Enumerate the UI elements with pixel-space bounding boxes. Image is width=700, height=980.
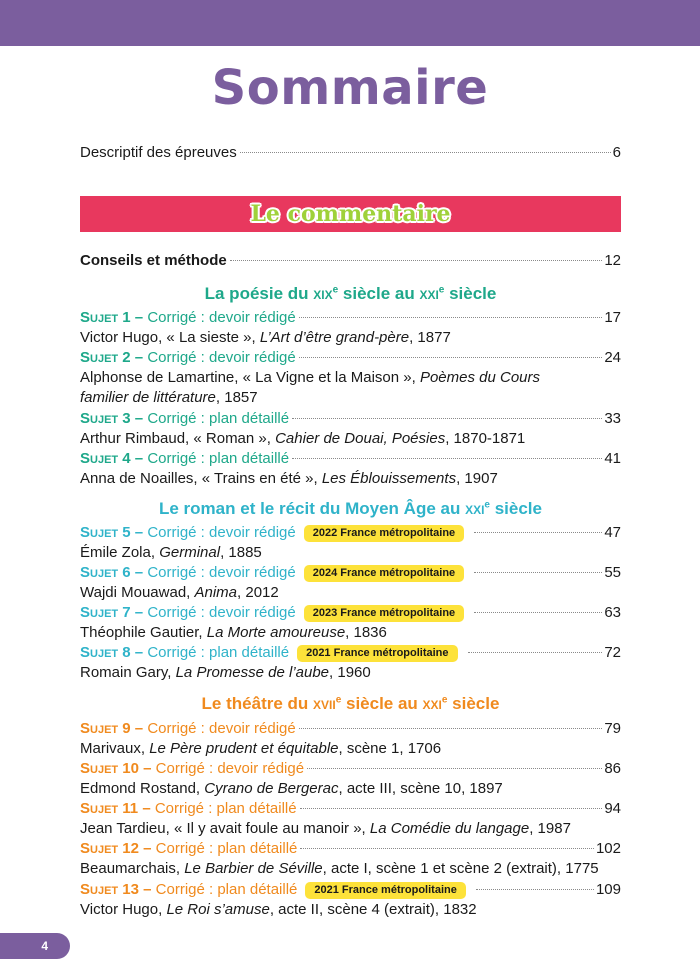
sujet-tag: Sujet 13 – (80, 881, 152, 898)
toc-entry-sujet-1[interactable] (80, 307, 621, 329)
toc-label: Conseils et méthode (80, 252, 227, 269)
toc-page-number: 47 (604, 524, 621, 541)
work-reference: Arthur Rimbaud, « Roman », Cahier de Douai, Poésies, 1870-1871 (80, 430, 526, 447)
dot-leader (474, 572, 602, 573)
toc-page-number: 12 (604, 252, 621, 269)
toc-page-number: 86 (604, 760, 621, 777)
work-reference: Wajdi Mouawad, Anima, 2012 (80, 584, 279, 601)
toc-page-number: 94 (604, 800, 621, 817)
work-reference: Alphonse de Lamartine, « La Vigne et la Maison », Poèmes du Cours familier de littérature, 1857 (80, 369, 541, 406)
work-reference: Romain Gary, La Promesse de l’aube, 1960 (80, 664, 371, 681)
dot-leader (292, 418, 602, 419)
sujet-type: Corrigé : devoir rédigé (147, 349, 296, 366)
work-reference: Marivaux, Le Père prudent et équitable, scène 1, 1706 (80, 740, 442, 757)
theme-heading-theatre: Le théâtre du xvii$^e$ siècle au xxi$^e$ siècle (201, 694, 500, 713)
toc-entry-sujet-4[interactable] (80, 448, 621, 470)
dot-leader (299, 357, 603, 358)
sujet-type: Corrigé : devoir rédigé (147, 604, 296, 621)
toc-entry-sujet-10[interactable] (80, 758, 621, 780)
exam-badge: 2024 France métropolitaine (304, 565, 464, 582)
dot-leader (300, 848, 594, 849)
work-reference: Victor Hugo, « La sieste », L’Art d’être grand-père, 1877 (80, 329, 451, 346)
work-reference: Jean Tardieu, « Il y avait foule au manoir », La Comédie du langage, 1987 (80, 820, 571, 837)
sujet-type: Corrigé : devoir rédigé (147, 524, 296, 541)
work-reference: Beaumarchais, Le Barbier de Séville, acte I, scène 1 et scène 2 (extrait), 1775 (80, 860, 599, 877)
header-band (0, 0, 700, 46)
dot-leader (476, 889, 594, 890)
toc-entry-sujet-7[interactable] (80, 602, 621, 624)
toc-entry-sujet-11[interactable] (80, 798, 621, 820)
toc-page-number: 79 (604, 720, 621, 737)
sujet-tag: Sujet 4 – (80, 450, 144, 467)
page-title: Sommaire (211, 60, 489, 116)
sujet-type: Corrigé : plan détaillé (155, 881, 298, 898)
exam-badge: 2022 France métropolitaine (304, 525, 464, 542)
toc-page-number: 72 (604, 644, 621, 661)
toc-page-number: 6 (612, 144, 621, 161)
toc-entry-conseils[interactable] (80, 250, 621, 272)
sujet-type: Corrigé : plan détaillé (155, 840, 298, 857)
dot-leader (240, 152, 611, 153)
sujet-type: Corrigé : plan détaillé (147, 410, 290, 427)
sujet-tag: Sujet 7 – (80, 604, 144, 621)
toc-page-number: 17 (604, 309, 621, 326)
toc-entry-sujet-2[interactable] (80, 347, 621, 369)
toc-page-number: 24 (604, 349, 621, 366)
toc-page-number: 41 (604, 450, 621, 467)
work-reference: Émile Zola, Germinal, 1885 (80, 544, 262, 561)
dot-leader (307, 768, 602, 769)
dot-leader (474, 532, 602, 533)
dot-leader (299, 317, 603, 318)
dot-leader (300, 808, 603, 809)
toc-page-number: 109 (595, 881, 621, 898)
work-reference: Théophile Gautier, La Morte amoureuse, 1836 (80, 624, 387, 641)
page-number-tab: 4 (0, 933, 70, 959)
toc-entry-sujet-3[interactable] (80, 408, 621, 430)
sujet-tag: Sujet 3 – (80, 410, 144, 427)
dot-leader (230, 260, 603, 261)
sujet-tag: Sujet 8 – (80, 644, 144, 661)
sujet-tag: Sujet 6 – (80, 564, 144, 581)
exam-badge: 2021 France métropolitaine (305, 882, 465, 899)
sujet-tag: Sujet 5 – (80, 524, 144, 541)
toc-entry-sujet-9[interactable] (80, 718, 621, 740)
theme-heading-poesie: La poésie du xix$^e$ siècle au xxi$^e$ siècle (204, 284, 497, 303)
toc-entry-sujet-13[interactable] (80, 879, 621, 901)
sujet-type: Corrigé : plan détaillé (154, 800, 297, 817)
sujet-tag: Sujet 9 – (80, 720, 144, 737)
dot-leader (299, 728, 603, 729)
sujet-tag: Sujet 10 – (80, 760, 152, 777)
toc-entry-sujet-8[interactable] (80, 642, 621, 664)
theme-heading-roman: Le roman et le récit du Moyen Âge au xxi$^e$ siècle (159, 499, 542, 518)
dot-leader (468, 652, 603, 653)
work-reference: Victor Hugo, Le Roi s’amuse, acte II, scène 4 (extrait), 1832 (80, 901, 477, 918)
sujet-type: Corrigé : devoir rédigé (155, 760, 305, 777)
toc-page-number: 102 (595, 840, 621, 857)
dot-leader (474, 612, 602, 613)
sujet-tag: Sujet 2 – (80, 349, 144, 366)
sujet-type: Corrigé : devoir rédigé (147, 564, 296, 581)
exam-badge: 2023 France métropolitaine (304, 605, 464, 622)
toc-label: Descriptif des épreuves (80, 144, 237, 161)
sujet-tag: Sujet 1 – (80, 309, 144, 326)
toc-page-number: 55 (604, 564, 621, 581)
sujet-type: Corrigé : plan détaillé (147, 644, 290, 661)
work-reference: Anna de Noailles, « Trains en été », Les Éblouissements, 1907 (80, 470, 498, 487)
toc-page-number: 33 (604, 410, 621, 427)
sujet-tag: Sujet 12 – (80, 840, 152, 857)
sujet-tag: Sujet 11 – (80, 800, 151, 817)
sujet-type: Corrigé : devoir rédigé (147, 309, 296, 326)
work-reference: Edmond Rostand, Cyrano de Bergerac, acte III, scène 10, 1897 (80, 780, 503, 797)
toc-page-number: 63 (604, 604, 621, 621)
dot-leader (292, 458, 602, 459)
exam-badge: 2021 France métropolitaine (297, 645, 457, 662)
sujet-type: Corrigé : devoir rédigé (147, 720, 296, 737)
toc-entry-sujet-5[interactable] (80, 522, 621, 544)
toc-entry-sujet-12[interactable] (80, 838, 621, 860)
section-banner (80, 196, 621, 232)
section-title: Le commentaire (250, 201, 451, 227)
toc-entry-sujet-6[interactable] (80, 562, 621, 584)
sujet-type: Corrigé : plan détaillé (147, 450, 290, 467)
toc-entry-descriptif[interactable] (80, 142, 621, 164)
